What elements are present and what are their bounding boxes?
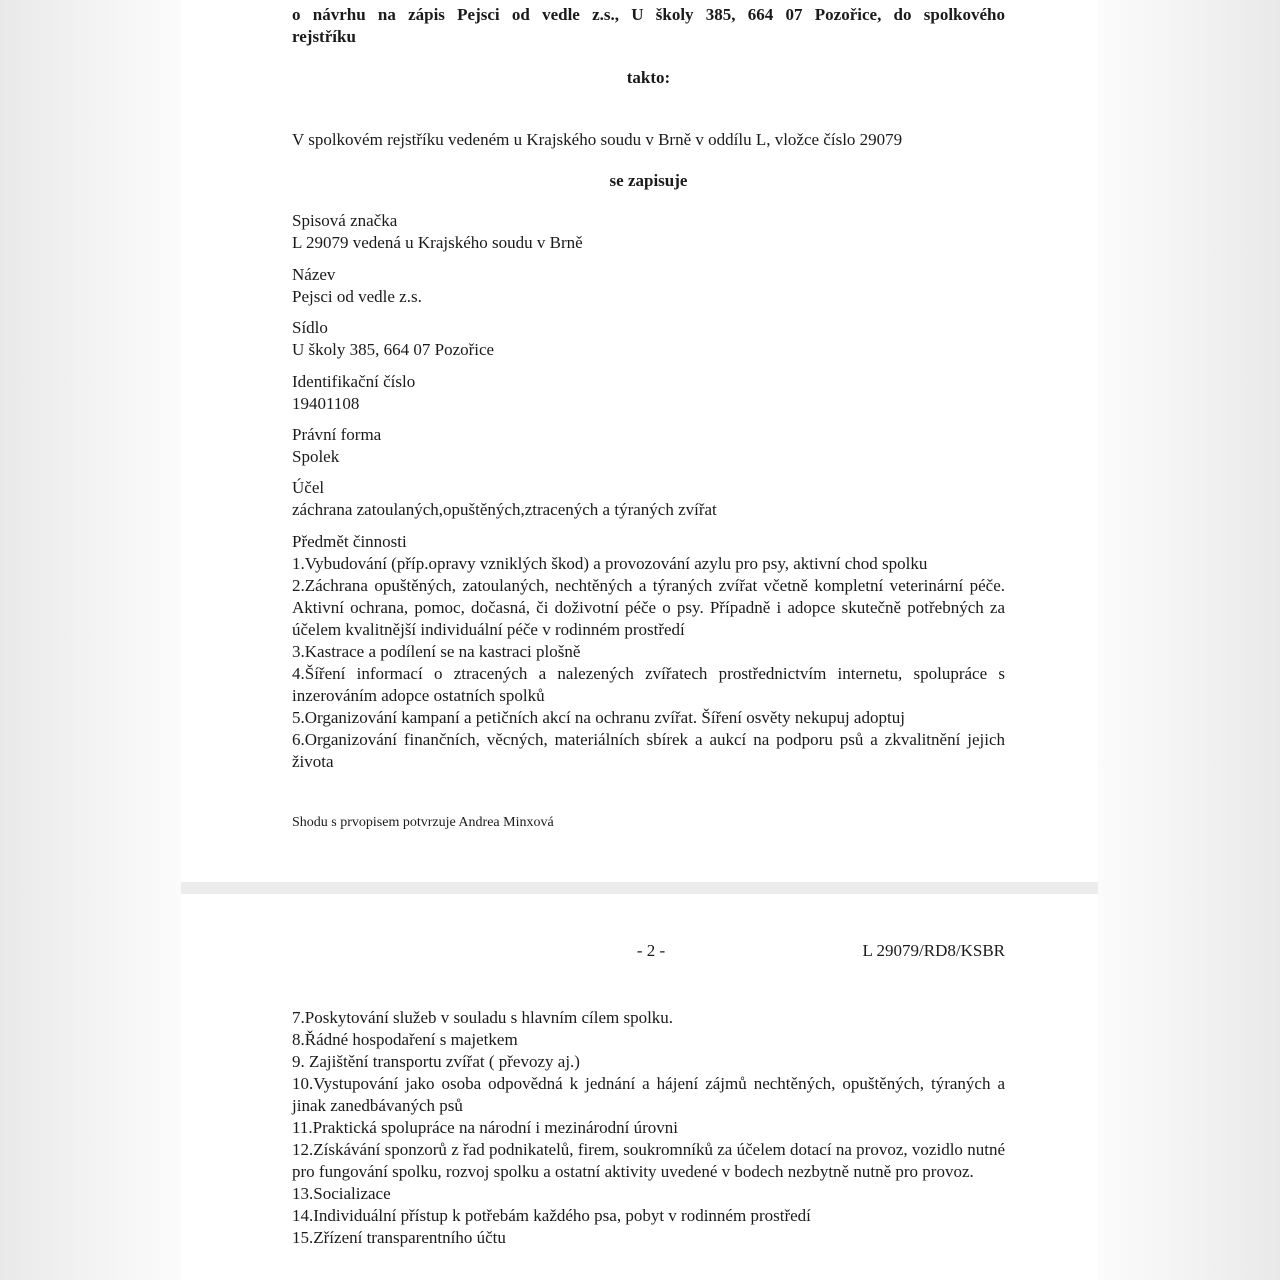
se-zapisuje-label: se zapisuje (609, 171, 688, 190)
activity-item: 8.Řádné hospodaření s majetkem (292, 1030, 518, 1049)
field-label: Účel (292, 478, 325, 497)
decision-heading-line-1: o návrhu na zápis Pejsci od vedle z.s., U školy 385, 664 07 Pozořice, do spolkového (292, 5, 1005, 24)
field-seat (292, 317, 1005, 361)
field-label: Spisová značka (292, 211, 398, 230)
field-value: L 29079 vedená u Krajského soudu v Brně (292, 233, 583, 252)
activities-section (292, 531, 1005, 773)
activity-item: 10.Vystupování jako osoba odpovědná k jednání a hájení zájmů nechtěných, opuštěných, týraných a jinak zanedbávaných psů (292, 1074, 1005, 1115)
takto-label: takto: (626, 68, 671, 87)
field-name (292, 264, 1005, 308)
activity-item: 12.Získávání sponzorů z řad podnikatelů, firem, soukromníků za účelem dotací na provoz, vozidlo nutné pro fungování spolku, rozvoj spolku a ostatní aktivity uvedené v bodech nezbytně nutně pro provoz. (292, 1140, 1005, 1181)
activity-item: 1.Vybudování (příp.opravy vzniklých škod) a provozování azylu pro psy, aktivní chod spolku (292, 554, 928, 573)
document-page-1 (181, 0, 1098, 882)
page-number: - 2 - (636, 941, 666, 960)
activity-item: 4.Šíření informací o ztracených a nalezených zvířatech prostřednictvím internetu, spolupráce s inzerováním adopce ostatních spolků (292, 664, 1005, 705)
field-value: záchrana zatoulaných,opuštěných,ztracených a týraných zvířat (292, 500, 717, 519)
activity-item: 3.Kastrace a podílení se na kastraci plošně (292, 642, 581, 661)
certification-note: Shodu s prvopisem potvrzuje Andrea Minxová (292, 815, 554, 830)
field-id-number (292, 371, 1005, 415)
field-value: Pejsci od vedle z.s. (292, 287, 422, 306)
field-value: Spolek (292, 447, 340, 466)
field-file-number (292, 210, 1005, 254)
activity-item: 11.Praktická spolupráce na národní i mezinárodní úrovni (292, 1118, 679, 1137)
decision-heading-line-2: rejstříku (292, 27, 356, 46)
document-page-2 (181, 894, 1098, 1280)
activity-item: 14.Individuální přístup k potřebám každého psa, pobyt v rodinném prostředí (292, 1206, 811, 1225)
field-label: Identifikační číslo (292, 372, 416, 391)
activity-item: 9. Zajištění transportu zvířat ( převozy aj.) (292, 1052, 580, 1071)
field-label: Sídlo (292, 318, 328, 337)
field-value: U školy 385, 664 07 Pozořice (292, 340, 495, 359)
activities-continued (292, 1007, 1005, 1249)
activity-item: 15.Zřízení transparentního účtu (292, 1228, 506, 1247)
activity-item: 6.Organizování finančních, věcných, materiálních sbírek a aukcí na podporu psů a zkvalitnění jejich života (292, 730, 1005, 771)
activity-item: 13.Socializace (292, 1184, 391, 1203)
case-reference: L 29079/RD8/KSBR (862, 941, 1005, 960)
activity-item: 2.Záchrana opuštěných, zatoulaných, nechtěných a týraných zvířat včetně kompletní veterinární péče. Aktivní ochrana, pomoc, dočasná, či doživotní péče o psy. Případně i adopce skutečně potřebných za účelem kvalitnější individuální péče v rodinném prostředí (292, 576, 1005, 639)
field-value: 19401108 (292, 394, 360, 413)
page-separator (181, 882, 1098, 894)
activity-item: 5.Organizování kampaní a petičních akcí na ochranu zvířat. Šíření osvěty nekupuj adoptuj (292, 708, 905, 727)
activity-item: 7.Poskytování služeb v souladu s hlavním cílem spolku. (292, 1008, 674, 1027)
field-label: Právní forma (292, 425, 382, 444)
field-label: Název (292, 265, 336, 284)
field-purpose (292, 477, 1005, 521)
field-legal-form (292, 424, 1005, 468)
activities-label: Předmět činnosti (292, 532, 407, 551)
register-statement: V spolkovém rejstříku vedeném u Krajského soudu v Brně v oddílu L, vložce číslo 29079 (292, 130, 903, 149)
decision-heading (292, 4, 1005, 48)
